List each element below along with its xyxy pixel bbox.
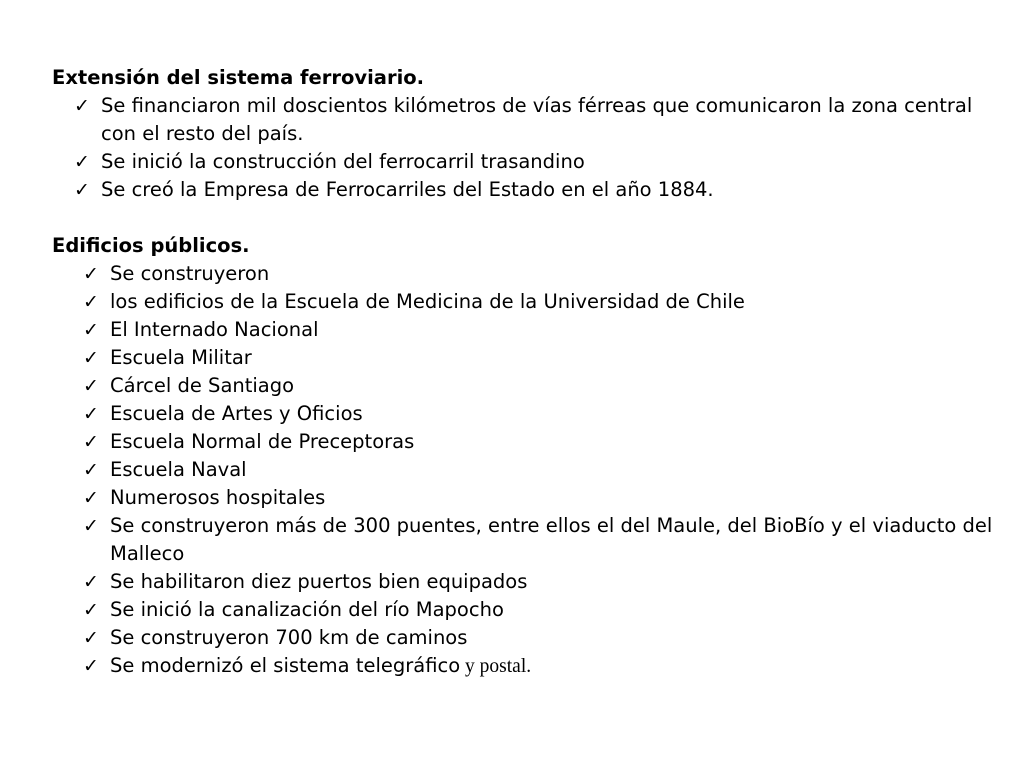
list-item	[52, 148, 1002, 176]
list-item	[52, 176, 1002, 204]
list-item-text: Se modernizó el sistema telegráfico	[110, 654, 461, 677]
list-item-text: Escuela Militar	[110, 346, 252, 369]
list-item-text: Numerosos hospitales	[110, 486, 326, 509]
list-item	[52, 260, 1002, 288]
list-item-text: Se construyeron	[110, 262, 270, 285]
slide-content	[52, 64, 1002, 681]
list-item-text: Se construyeron más de 300 puentes, entre ellos el del Maule, del BioBío y el viaducto del Malleco	[110, 514, 993, 565]
checkmark-icon: ✓	[83, 571, 99, 593]
checkmark-icon: ✓	[83, 319, 99, 341]
checkmark-icon: ✓	[83, 263, 99, 285]
checkmark-icon: ✓	[83, 431, 99, 453]
checkmark-icon: ✓	[83, 291, 99, 313]
list-item-text: El Internado Nacional	[110, 318, 319, 341]
checkmark-icon: ✓	[83, 347, 99, 369]
checkmark-icon: ✓	[83, 403, 99, 425]
buildings-list	[52, 260, 1002, 681]
list-item-text: Se financiaron mil doscientos kilómetros de vías férreas que comunicaron la zona central con el resto del país.	[101, 94, 973, 145]
list-item	[52, 456, 1002, 484]
list-item	[52, 512, 1002, 568]
list-item-text: Se construyeron 700 km de caminos	[110, 626, 468, 649]
list-item-text: los edificios de la Escuela de Medicina de la Universidad de Chile	[110, 290, 745, 313]
railway-list	[52, 92, 1002, 204]
checkmark-icon: ✓	[74, 95, 90, 117]
checkmark-icon: ✓	[83, 627, 99, 649]
list-item	[52, 92, 1002, 148]
checkmark-icon: ✓	[83, 459, 99, 481]
list-item	[52, 624, 1002, 652]
checkmark-icon: ✓	[83, 599, 99, 621]
section-heading-railway: Extensión del sistema ferroviario.	[52, 66, 425, 89]
list-item-text-tail: y postal.	[460, 656, 532, 677]
list-item	[52, 652, 1002, 681]
checkmark-icon: ✓	[83, 375, 99, 397]
list-item	[52, 596, 1002, 624]
checkmark-icon: ✓	[83, 515, 99, 537]
checkmark-icon: ✓	[74, 179, 90, 201]
list-item	[52, 484, 1002, 512]
list-item-text: Se habilitaron diez puertos bien equipados	[110, 570, 528, 593]
list-item	[52, 288, 1002, 316]
list-item	[52, 316, 1002, 344]
list-item	[52, 568, 1002, 596]
list-item	[52, 400, 1002, 428]
list-item-text: Cárcel de Santiago	[110, 374, 295, 397]
list-item-text: Se inició la construcción del ferrocarril trasandino	[101, 150, 585, 173]
list-item	[52, 428, 1002, 456]
checkmark-icon: ✓	[83, 487, 99, 509]
spacer	[52, 204, 1002, 232]
list-item-text: Se creó la Empresa de Ferrocarriles del Estado en el año 1884.	[101, 178, 714, 201]
list-item-text: Escuela Normal de Preceptoras	[110, 430, 415, 453]
list-item-text: Escuela Naval	[110, 458, 247, 481]
section-heading-buildings: Edificios públicos.	[52, 234, 250, 257]
list-item-text: Se inició la canalización del río Mapocho	[110, 598, 504, 621]
list-item-text: Escuela de Artes y Oficios	[110, 402, 363, 425]
list-item	[52, 372, 1002, 400]
checkmark-icon: ✓	[74, 151, 90, 173]
list-item	[52, 344, 1002, 372]
checkmark-icon: ✓	[83, 655, 99, 677]
